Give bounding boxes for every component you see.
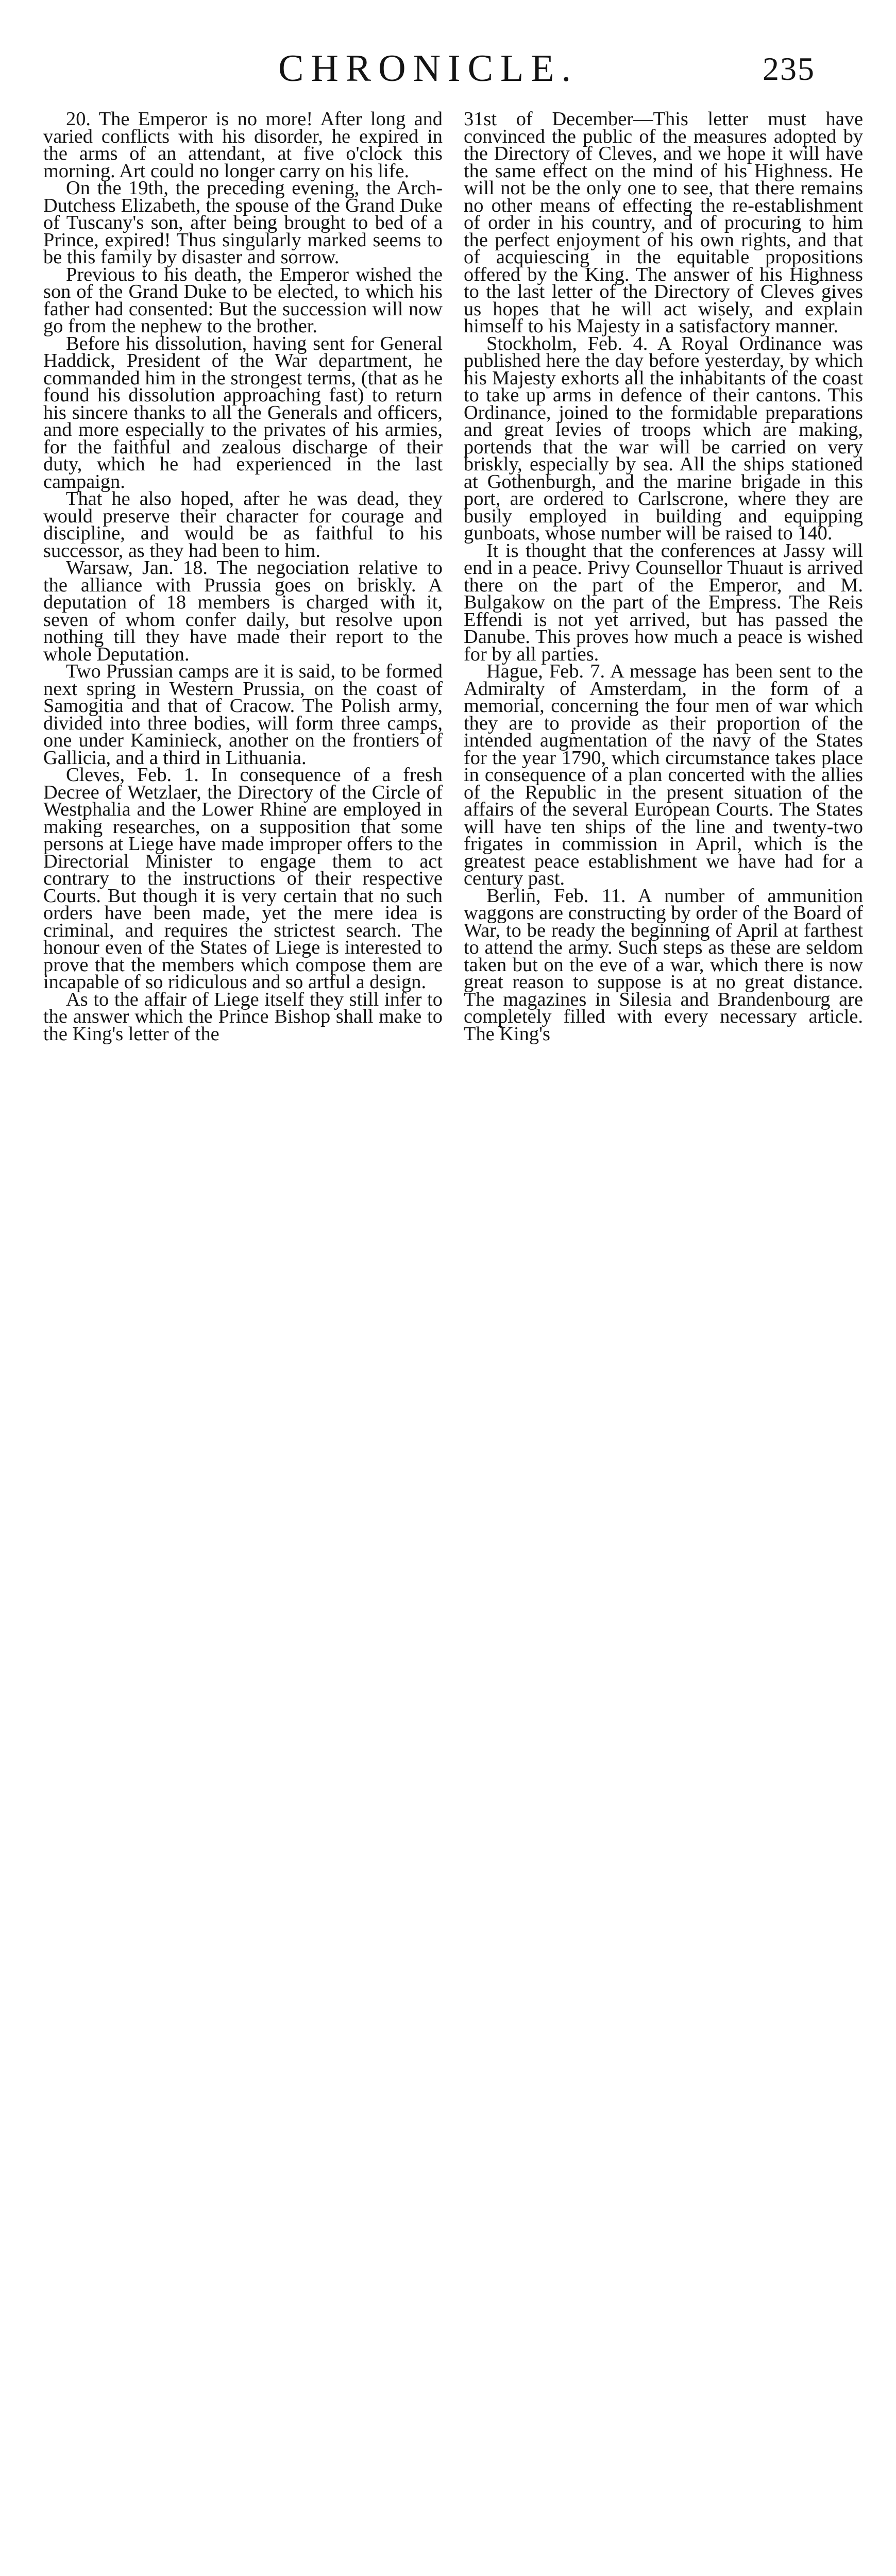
paragraph: Cleves, Feb. 1. In consequence of a fresh Decree of Wetzlaer, the Directory of the Circle of Westphalia and the Lower Rhine are employed in making researches, on a supposition that some persons at Liege have made improper offers to the Directorial Minister to engage them to act contrary to the instructions of their respective Courts. But though it is very certain that no such orders have been made, yet the mere idea is criminal, and requires the strictest search. The honour even of the States of Liege is interested to prove that the members which compose them are incapable of so ridiculous and so artful a design. [43,764,443,993]
paragraph: 20. The Emperor is no more! After long and varied conflicts with his disorder, he expired in the arms of an attendant, at five o'clock this morning. Art could no longer carry on his life. [43,108,443,182]
paragraph: Before his dissolution, having sent for General Haddick, President of the War department, he commanded him in the strongest terms, (that as he found his dissolution approaching fast) to return his sincere thanks to all the Generals and officers, and more especially to the privates of his armies, for the faithful and zealous discharge of their duty, which he had experienced in the last campaign. [43,332,443,493]
page-number: 235 [763,50,815,87]
page-footer [0,1414,896,1445]
paragraph: It is thought that the conferences at Jassy will end in a peace. Privy Counsellor Thuaut is arrived there on the part of the Emperor, and M. Bulgakow on the part of the Empress. The Reis Effendi is not yet arrived, but has passed the Danube. This proves how much a peace is wished for by all parties. [464,539,863,665]
paragraph: Hague, Feb. 7. A message has been sent to the Admiralty of Amsterdam, in the form of a memorial, concerning the four men of war which they are to provide as their proportion of the intended augmentation of the navy of the States for the year 1790, which circumstance takes place in consequence of a plan concerted with the allies of the Republic in the present situation of the affairs of the several European Courts. The States will have ten ships of the line and twenty-two frigates in commission in April, which is the greatest peace establishment we have had for a century past. [464,660,863,889]
paragraph: Stockholm, Feb. 4. A Royal Ordinance was published here the day before yesterday, by which his Majesty exhorts all the inhabitants of the coast to take up arms in defence of their cantons. This Ordinance, joined to the formidable preparations and great levies of troops which are making, portends that the war will be carried on very briskly, especially by sea. All the ships stationed at Gothenburgh, and the marine brigade in this port, are ordered to Carlscrone, where they are busily employed in building and equipping gunboats, whose number will be raised to 140. [464,332,863,544]
paragraph: That he also hoped, after he was dead, they would preserve their character for courage and discipline, and would be as faithful to his successor, as they had been to him. [43,488,443,562]
paragraph: On the 19th, the preceding evening, the Arch-Dutchess Elizabeth, the spouse of the Grand Duke of Tuscany's son, after being brought to bed of a Prince, expired! Thus singularly marked seems to be this family by disaster and sorrow. [43,177,443,268]
paragraph: 31st of December—This letter must have convinced the public of the measures adopted by the Directory of Cleves, and we hope it will have the same effect on the mind of his Highness. He will not be the only one to see, that there remains no other means of effecting the re-establishment of order in his country, and of procuring to him the perfect enjoyment of his own rights, and that of acquiescing in the equitable propositions offered by the King. The answer of his Highness to the last letter of the Directory of Cleves gives us hopes that he will act wisely, and explain himself to his Majesty in a satisfactory manner. [464,108,863,337]
paragraph: Two Prussian camps are it is said, to be formed next spring in Western Prussia, on the coast of Samogitia and that of Cracow. The Polish army, divided into three bodies, will form three camps, one under Kaminieck, another on the frontiers of Gallicia, and a third in Lithuania. [43,660,443,769]
paragraph: Berlin, Feb. 11. A number of ammunition waggons are constructing by order of the Board of War, to be ready the beginning of April at farthest to attend the army. Such steps as these are seldom taken but on the eve of a war, which there is now great reason to suppose is at no great distance. The magazines in Silesia and Brandenbourg are completely filled with every necessary article. The King's [464,885,863,1045]
paragraph: As to the affair of Liege itself they still infer to the answer which the Prince Bishop shall make to the King's letter of the [43,988,443,1045]
running-title: CHRONICLE. [278,47,578,90]
paragraph: Warsaw, Jan. 18. The negociation relative to the alliance with Prussia goes on briskly. A deputation of 18 members is charged with it, seven of whom confer daily, but resolve upon nothing till they have made their report to the whole Deputation. [43,557,443,665]
paragraph: Previous to his death, the Emperor wished the son of the Grand Duke to be elected, to which his father had consented: But the succession will now go from the nephew to the brother. [43,263,443,337]
running-head [0,45,896,92]
left-column [43,108,443,1045]
right-column [464,108,863,1045]
